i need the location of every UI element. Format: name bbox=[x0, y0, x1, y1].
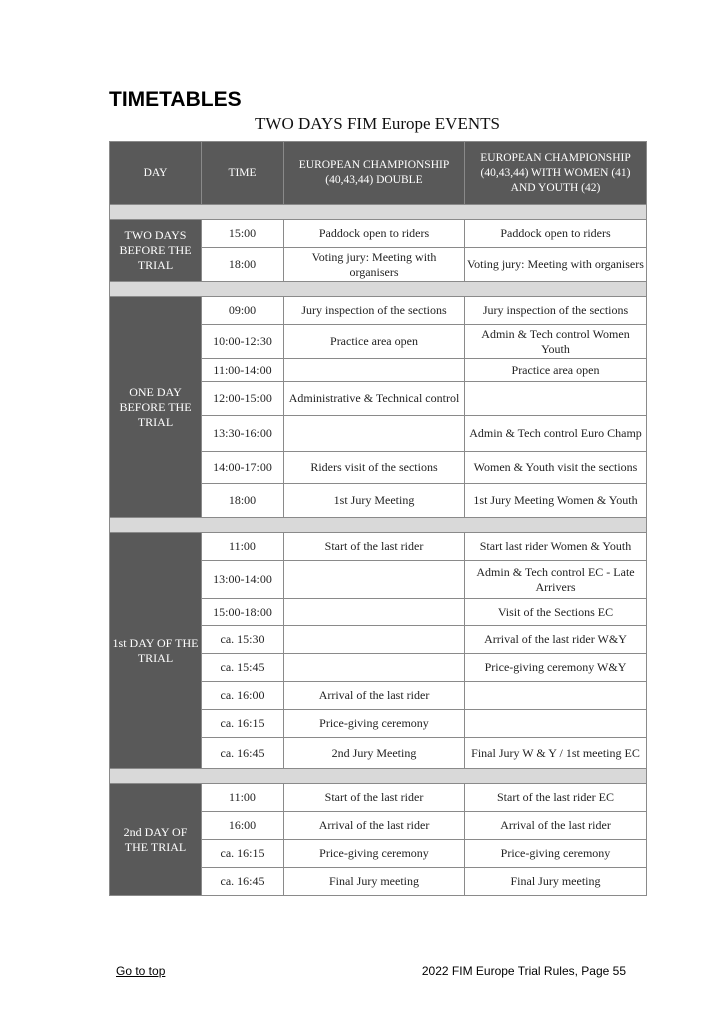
timetable bbox=[109, 141, 647, 896]
page-title: TIMETABLES bbox=[109, 88, 242, 111]
time-cell: 13:00-14:00 bbox=[202, 561, 284, 599]
ec-double-cell: Riders visit of the sections bbox=[284, 452, 465, 484]
ec-women-youth-cell: 1st Jury Meeting Women & Youth bbox=[465, 484, 647, 518]
time-cell: ca. 16:15 bbox=[202, 710, 284, 738]
time-cell: 16:00 bbox=[202, 812, 284, 840]
time-cell: 11:00-14:00 bbox=[202, 359, 284, 382]
time-cell: 11:00 bbox=[202, 533, 284, 561]
table-row bbox=[110, 220, 647, 248]
col-header-day: DAY bbox=[110, 142, 202, 205]
ec-women-youth-cell: Arrival of the last rider W&Y bbox=[465, 626, 647, 654]
separator-cell bbox=[110, 769, 647, 784]
time-cell: ca. 15:45 bbox=[202, 654, 284, 682]
header-row bbox=[110, 142, 647, 205]
time-cell: 15:00 bbox=[202, 220, 284, 248]
ec-women-youth-cell bbox=[465, 382, 647, 416]
time-cell: 10:00-12:30 bbox=[202, 325, 284, 359]
ec-double-cell: 2nd Jury Meeting bbox=[284, 738, 465, 769]
ec-women-youth-cell bbox=[465, 682, 647, 710]
col-header-ec-women-youth: EUROPEAN CHAMPIONSHIP (40,43,44) WITH WOMEN (41) AND YOUTH (42) bbox=[465, 142, 647, 205]
ec-women-youth-cell: Visit of the Sections EC bbox=[465, 599, 647, 626]
ec-double-cell: Arrival of the last rider bbox=[284, 812, 465, 840]
ec-women-youth-cell: Start of the last rider EC bbox=[465, 784, 647, 812]
ec-women-youth-cell: Arrival of the last rider bbox=[465, 812, 647, 840]
section-separator bbox=[110, 282, 647, 297]
ec-double-cell: Arrival of the last rider bbox=[284, 682, 465, 710]
ec-double-cell bbox=[284, 561, 465, 599]
separator-cell bbox=[110, 518, 647, 533]
ec-women-youth-cell: Admin & Tech control EC - Late Arrivers bbox=[465, 561, 647, 599]
ec-women-youth-cell: Paddock open to riders bbox=[465, 220, 647, 248]
ec-women-youth-cell: Women & Youth visit the sections bbox=[465, 452, 647, 484]
ec-women-youth-cell: Price-giving ceremony bbox=[465, 840, 647, 868]
ec-women-youth-cell: Practice area open bbox=[465, 359, 647, 382]
separator-cell bbox=[110, 205, 647, 220]
ec-women-youth-cell: Start last rider Women & Youth bbox=[465, 533, 647, 561]
day-cell: TWO DAYS BEFORE THE TRIAL bbox=[110, 220, 202, 282]
ec-double-cell: Price-giving ceremony bbox=[284, 840, 465, 868]
table-row bbox=[110, 297, 647, 325]
col-header-ec-double: EUROPEAN CHAMPIONSHIP (40,43,44) DOUBLE bbox=[284, 142, 465, 205]
ec-double-cell bbox=[284, 599, 465, 626]
ec-double-cell: Final Jury meeting bbox=[284, 868, 465, 896]
timetable-body bbox=[110, 205, 647, 896]
table-row bbox=[110, 533, 647, 561]
day-cell: ONE DAY BEFORE THE TRIAL bbox=[110, 297, 202, 518]
time-cell: 14:00-17:00 bbox=[202, 452, 284, 484]
ec-women-youth-cell: Final Jury meeting bbox=[465, 868, 647, 896]
time-cell: ca. 16:45 bbox=[202, 738, 284, 769]
ec-women-youth-cell: Jury inspection of the sections bbox=[465, 297, 647, 325]
ec-double-cell: Jury inspection of the sections bbox=[284, 297, 465, 325]
day-cell: 2nd DAY OF THE TRIAL bbox=[110, 784, 202, 896]
ec-double-cell bbox=[284, 654, 465, 682]
ec-women-youth-cell: Admin & Tech control Euro Champ bbox=[465, 416, 647, 452]
ec-double-cell: Price-giving ceremony bbox=[284, 710, 465, 738]
page-footer: 2022 FIM Europe Trial Rules, Page 55 bbox=[421, 964, 626, 978]
ec-women-youth-cell: Voting jury: Meeting with organisers bbox=[465, 248, 647, 282]
time-cell: 15:00-18:00 bbox=[202, 599, 284, 626]
ec-double-cell: Start of the last rider bbox=[284, 533, 465, 561]
ec-women-youth-cell bbox=[465, 710, 647, 738]
ec-double-cell: Administrative & Technical control bbox=[284, 382, 465, 416]
ec-double-cell bbox=[284, 416, 465, 452]
time-cell: 11:00 bbox=[202, 784, 284, 812]
ec-women-youth-cell: Admin & Tech control Women Youth bbox=[465, 325, 647, 359]
ec-double-cell: Start of the last rider bbox=[284, 784, 465, 812]
ec-women-youth-cell: Final Jury W & Y / 1st meeting EC bbox=[465, 738, 647, 769]
time-cell: ca. 16:45 bbox=[202, 868, 284, 896]
ec-double-cell: 1st Jury Meeting bbox=[284, 484, 465, 518]
ec-double-cell: Voting jury: Meeting with organisers bbox=[284, 248, 465, 282]
time-cell: 13:30-16:00 bbox=[202, 416, 284, 452]
separator-cell bbox=[110, 282, 647, 297]
time-cell: 18:00 bbox=[202, 484, 284, 518]
ec-women-youth-cell: Price-giving ceremony W&Y bbox=[465, 654, 647, 682]
go-to-top-link[interactable]: Go to top bbox=[116, 964, 166, 978]
time-cell: ca. 15:30 bbox=[202, 626, 284, 654]
day-cell: 1st DAY OF THE TRIAL bbox=[110, 533, 202, 769]
col-header-time: TIME bbox=[202, 142, 284, 205]
time-cell: 09:00 bbox=[202, 297, 284, 325]
ec-double-cell bbox=[284, 626, 465, 654]
ec-double-cell: Practice area open bbox=[284, 325, 465, 359]
section-separator bbox=[110, 518, 647, 533]
ec-double-cell bbox=[284, 359, 465, 382]
time-cell: ca. 16:15 bbox=[202, 840, 284, 868]
section-separator bbox=[110, 205, 647, 220]
table-subtitle: TWO DAYS FIM Europe EVENTS bbox=[255, 114, 500, 133]
time-cell: 18:00 bbox=[202, 248, 284, 282]
section-separator bbox=[110, 769, 647, 784]
time-cell: ca. 16:00 bbox=[202, 682, 284, 710]
table-row bbox=[110, 784, 647, 812]
time-cell: 12:00-15:00 bbox=[202, 382, 284, 416]
ec-double-cell: Paddock open to riders bbox=[284, 220, 465, 248]
